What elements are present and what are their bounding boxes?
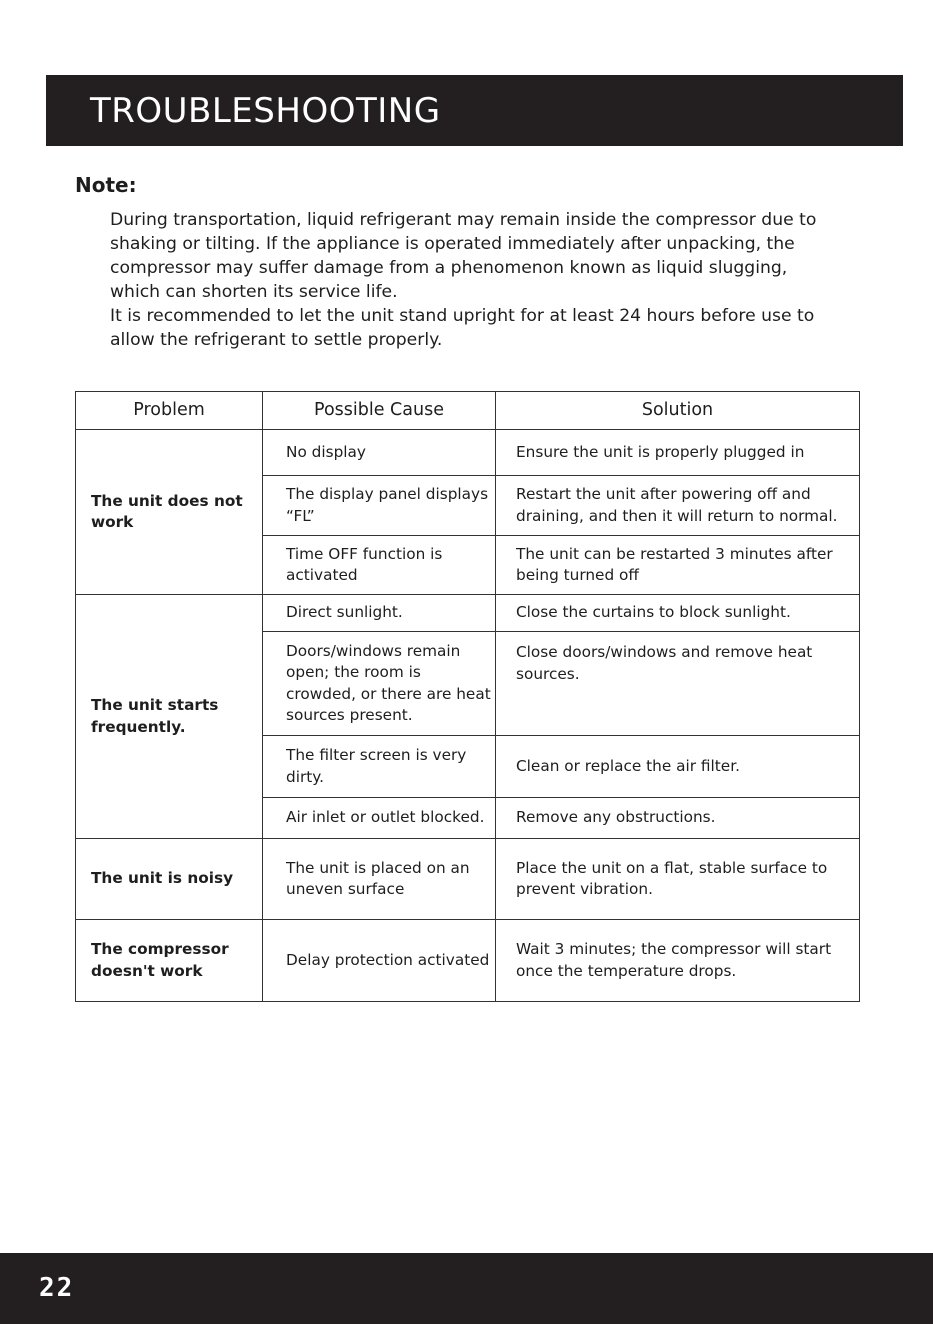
note-line: shaking or tilting. If the appliance is operated immediately after unpacking, the [110,234,795,254]
note-label: Note: [75,173,137,197]
note-line: which can shorten its service life. [110,282,398,302]
header-possible-cause: Possible Cause [263,392,496,430]
table-header-row [76,392,860,430]
cause-cell: Direct sunlight. [263,595,496,632]
cause-cell: The display panel displays “FL” [263,476,496,536]
solution-cell: Clean or replace the air filter. [496,736,860,798]
cause-cell: No display [263,430,496,476]
problem-cell: The unit starts frequently. [76,595,263,839]
cause-cell: The filter screen is very dirty. [263,736,496,798]
cause-cell: Delay protection activated [263,920,496,1002]
cause-cell: Time OFF function is activated [263,536,496,595]
page-title: TROUBLESHOOTING [90,91,441,131]
problem-cell: The compressor doesn't work [76,920,263,1002]
troubleshooting-table [75,391,860,1002]
solution-cell: Restart the unit after powering off and draining, and then it will return to normal. [496,476,860,536]
solution-cell: The unit can be restarted 3 minutes after being turned off [496,536,860,595]
note-line: allow the refrigerant to settle properly. [110,330,443,350]
title-banner [46,75,903,146]
note-line: During transportation, liquid refrigerant may remain inside the compressor due to [110,210,817,230]
solution-cell: Ensure the unit is properly plugged in [496,430,860,476]
cause-cell: Air inlet or outlet blocked. [263,798,496,839]
table-row [76,839,860,920]
problem-cell: The unit is noisy [76,839,263,920]
solution-cell: Wait 3 minutes; the compressor will start once the temperature drops. [496,920,860,1002]
header-problem: Problem [76,392,263,430]
problem-cell: The unit does not work [76,430,263,595]
solution-cell: Close the curtains to block sunlight. [496,595,860,632]
page-number: 22 [39,1273,75,1303]
cause-cell: Doors/windows remain open; the room is crowded, or there are heat sources present. [263,632,496,736]
solution-cell: Close doors/windows and remove heat sources. [496,632,860,736]
footer-bar [0,1253,933,1324]
solution-cell: Remove any obstructions. [496,798,860,839]
note-body [110,208,850,352]
note-line: compressor may suffer damage from a phenomenon known as liquid slugging, [110,258,788,278]
note-line: It is recommended to let the unit stand upright for at least 24 hours before use to [110,306,815,326]
table-row [76,595,860,632]
cause-cell: The unit is placed on an uneven surface [263,839,496,920]
solution-cell: Place the unit on a flat, stable surface to prevent vibration. [496,839,860,920]
table-row [76,920,860,1002]
table-row [76,430,860,476]
header-solution: Solution [496,392,860,430]
